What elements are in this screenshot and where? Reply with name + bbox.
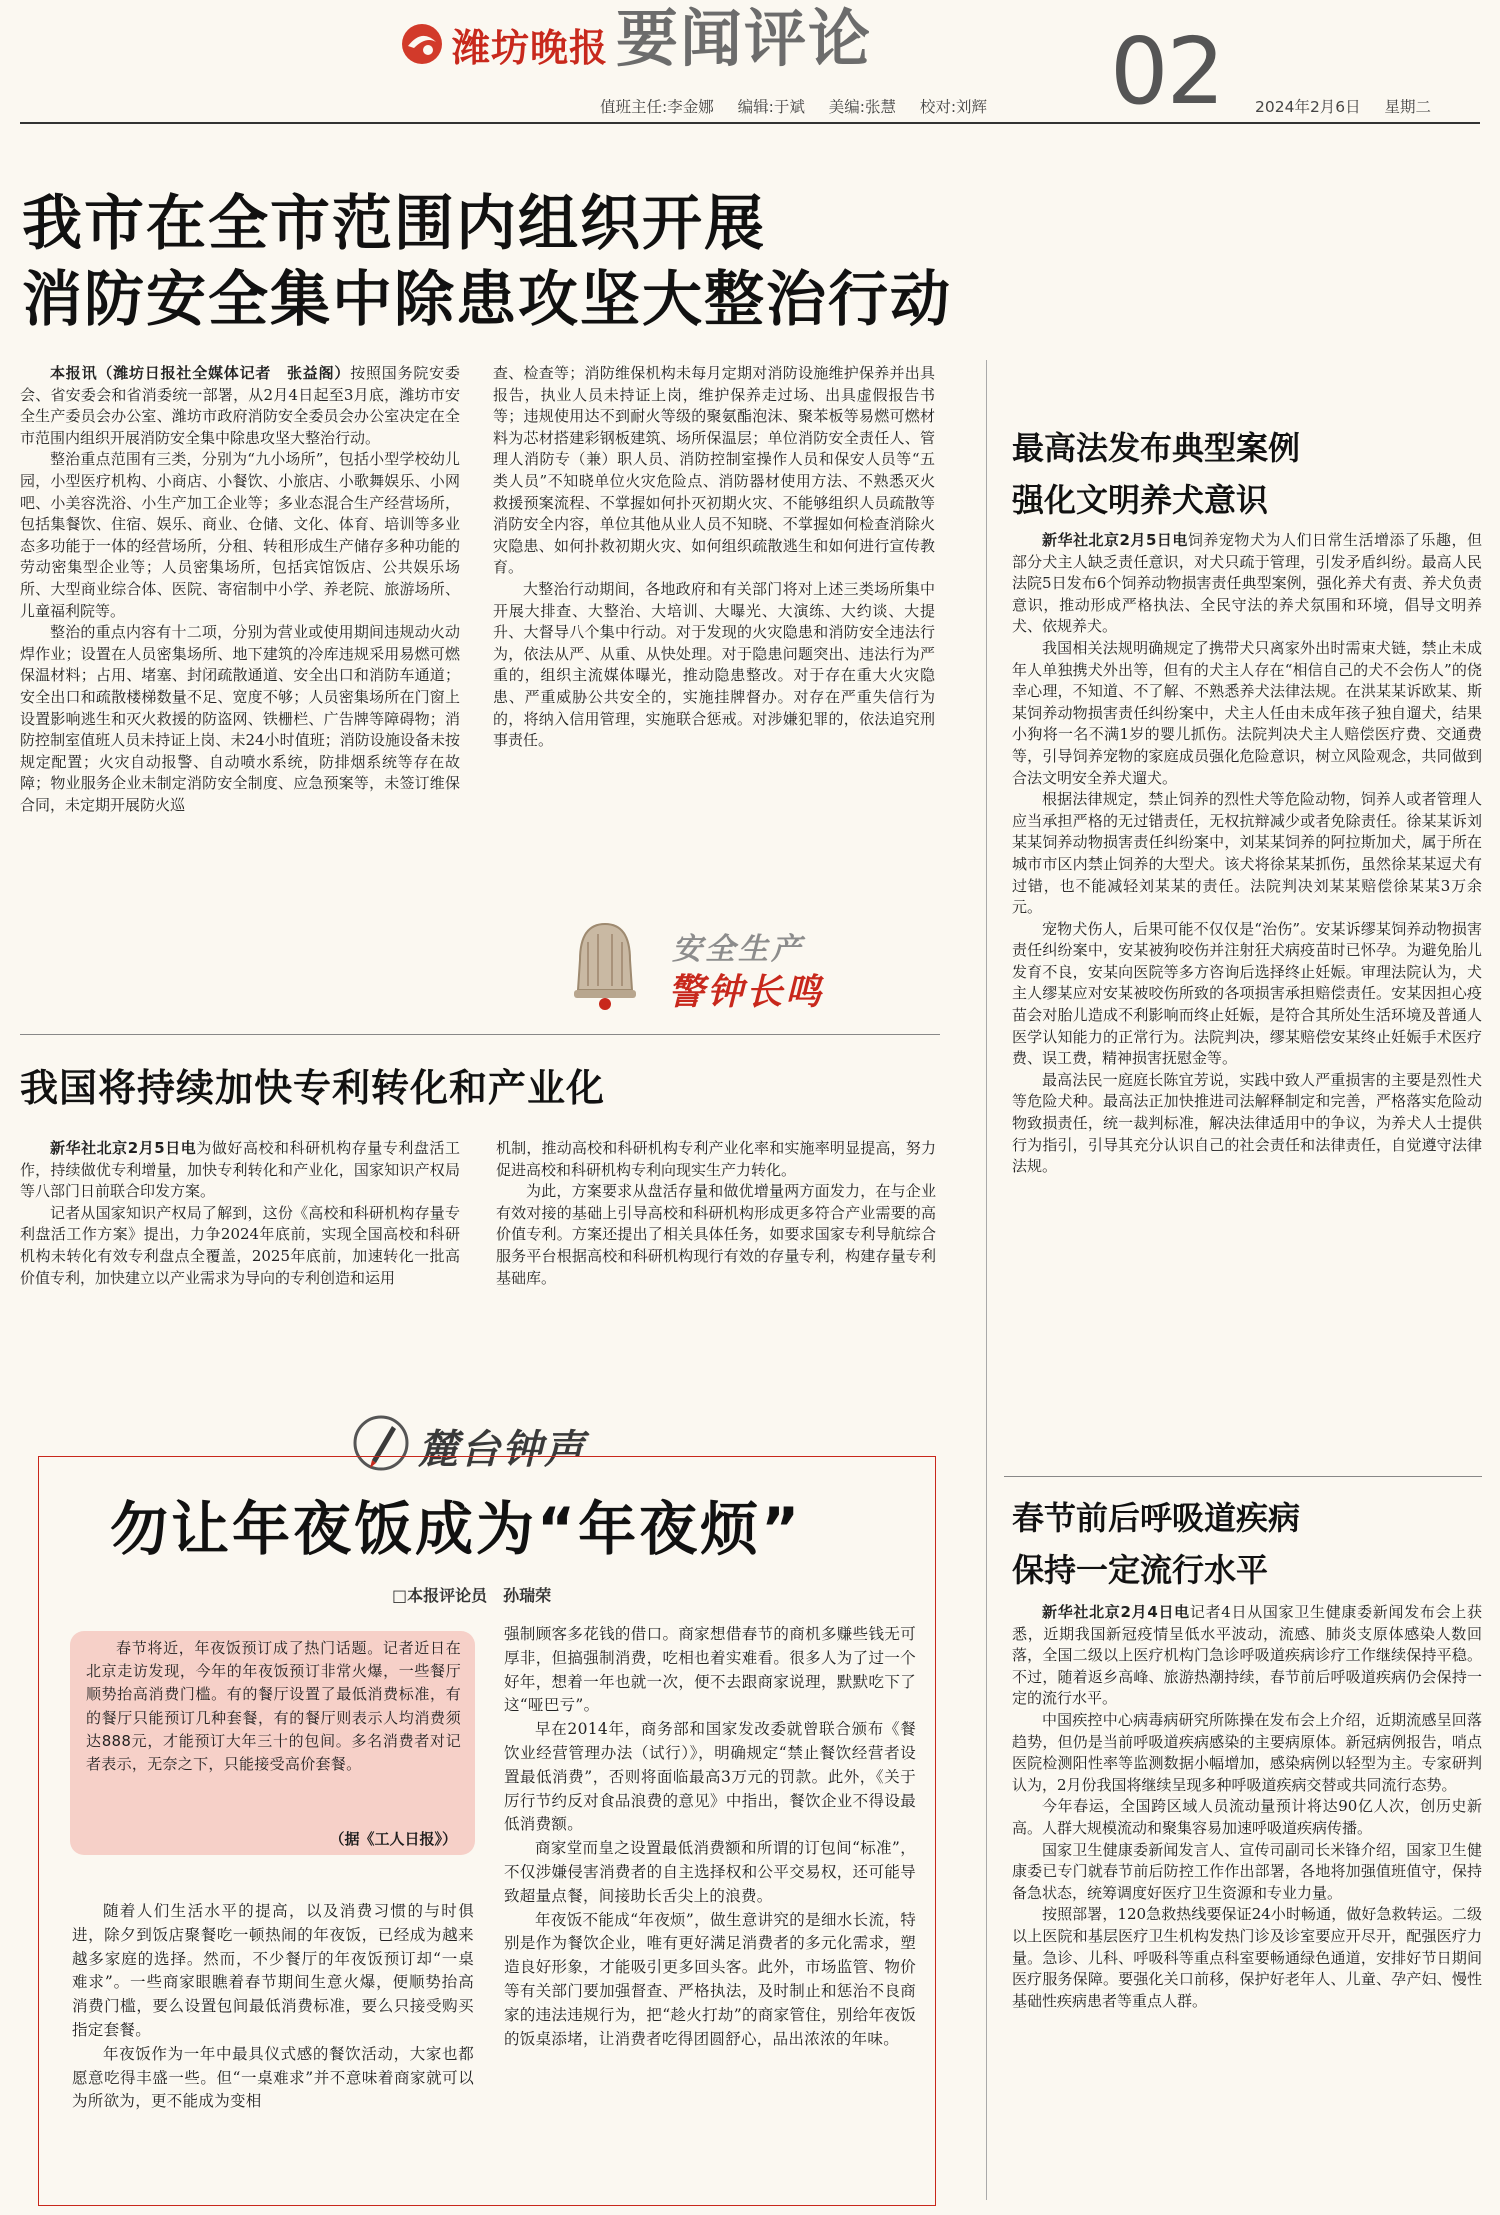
issue-date-line [1255,95,1431,117]
quote-box [70,1631,475,1855]
flu-paragraph-1: 记者4日从国家卫生健康委新闻发布会上获悉，近期我国新冠疫情呈低水平波动，流感、肺炎支原体感染人数回落，全国二级以上医疗机构门急诊呼吸道疾病诊疗工作继续保持平稳。不过，随着返乡高峰、旅游热潮持续，春节前后呼吸道疾病仍会保持一定的流行水平。 [1012,1603,1482,1708]
lead-bottom-rule [20,1034,940,1035]
masthead [0,0,1500,125]
commentary-col-2 [504,1623,916,2197]
flu-title-line1: 春节前后呼吸道疾病 [1012,1499,1301,1537]
dog-paragraph-4: 宠物犬伤人，后果可能不仅仅是“治伤”。安某诉缪某饲养动物损害责任纠纷案中，安某被狗咬伤并注射狂犬病疫苗时已怀孕。为避免胎儿发育不良，安某向医院等多方咨询后选择终止妊娠。审理法院认为，犬主人缪某应对安某被咬伤所致的各项损害承担赔偿责任。安某因担心疫苗会对胎儿造成不利影响而终止妊娠，是符合其所处生活环境及普通人医学认知能力的正常行为。法院判决，缪某赔偿安某终止妊娠手术医疗费、误工费，精神损害抚慰金等。 [1012,919,1482,1068]
patent-paragraph-2: 记者从国家知识产权局了解到，这份《高校和科研机构存量专利盘活工作方案》提出，力争2024年底前，实现全国高校和科研机构未转化有效专利盘点全覆盖，2025年底前，加速转化一批高价值专利，加快建立以产业需求为导向的专利创造和运用 [20,1203,460,1287]
lead-headline [22,186,1482,338]
lead-title-line2: 消防安全集中除患攻坚大整治行动 [22,265,952,335]
patent-paragraph-1: 为做好高校和科研机构存量专利盘活工作，持续做优专利增量，加快专利转化和产业化，国家知识产权局等八部门日前联合印发方案。 [20,1139,460,1201]
issue-weekday: 星期二 [1384,98,1432,116]
flu-paragraph-2: 中国疾控中心病毒病研究所陈操在发布会上介绍，近期流感呈回落趋势，但仍是当前呼吸道疾病感染的主要病原体。新冠病例报告，哨点医院检测阳性率等监测数据小幅增加，感染病例以轻型为主。专家研判认为，2月份我国将继续呈现多种呼吸道疾病交替或共同流行态势。 [1012,1710,1482,1794]
dog-bottom-rule [1004,1476,1482,1477]
quote-box-text [86,1637,461,1776]
lead-title-line1: 我市在全市范围内组织开展 [22,189,766,259]
patent-paragraph-4: 为此，方案要求从盘活存量和做优增量两方面发力，在与企业有效对接的基础上引导高校和科研机构形成更多符合产业需要的高价值专利。方案还提出了相关具体任务，如要求国家专利导航综合服务平台根据高校和科研机构现行有效的存量专利，构建存量专利基础库。 [496,1182,936,1287]
dog-title-line1: 最高法发布典型案例 [1012,429,1301,467]
lead-paragraph-2: 整治重点范围有三类，分别为“九小场所”，包括小型学校幼儿园，小型医疗机构、小商店、小餐饮、小旅店、小歌舞娱乐、小网吧、小美容洗浴、小生产加工企业等；多业态混合生产经营场所，包括集餐饮、住宿、娱乐、商业、仓储、文化、体育、培训等多业态多功能于一体的经营场所，分租、转租形成生产储存多种功能的劳动密集型企业等；人员密集场所，包括宾馆饭店、公共娱乐场所、大型商业综合体、医院、寄宿制中小学、养老院、旅游场所、儿童福利院等。 [20,450,460,620]
lead-byline: 本报讯（潍坊日报社全媒体记者 张益阁） [50,364,351,382]
commentary-paragraph-5: 商家堂而皇之设置最低消费额和所谓的订包间“标准”，不仅涉嫌侵害消费者的自主选择权和公平交易权，还可能导致超量点餐，间接助长舌尖上的浪费。 [504,1839,916,1905]
patent-byline: 新华社北京2月5日电 [50,1139,197,1157]
dog-title-line2: 强化文明养犬意识 [1012,481,1269,519]
flu-body [1012,1602,1482,2206]
commentary-column-name: 麓台钟声 [418,1426,586,1473]
paper-logo [398,18,618,70]
section-title: 要闻评论 [616,2,873,75]
dog-paragraph-3: 根据法律规定，禁止饲养的烈性犬等危险动物，饲养人或者管理人应当承担严格的无过错责任，无权抗辩减少或者免除责任。徐某某诉刘某某饲养动物损害责任纠纷案中，刘某某饲养的阿拉斯加犬，属于所在城市市区内禁止饲养的大型犬。该犬将徐某某抓伤，虽然徐某某逗犬有过错，也不能减轻刘某某的责任。法院判决刘某某赔偿徐某某3万余元。 [1012,790,1482,917]
flu-paragraph-4: 国家卫生健康委新闻发言人、宣传司副司长米锋介绍，国家卫生健康委已专门就春节前后防控工作作出部署，各地将加强值班值守，保持备急状态，统筹调度好医疗卫生资源和专业力量。 [1012,1840,1482,1902]
commentary-byline: □本报评论员 孙瑞荣 [392,1586,552,1605]
lead-col-2 [493,363,935,923]
commentary-col-1 [72,1900,474,2196]
commentary-paragraph-1: 随着人们生活水平的提高，以及消费习惯的与时俱进，除夕到饭店聚餐吃一顿热闹的年夜饭，已经成为越来越多家庭的选择。然而，不少餐厅的年夜饭预订却“一桌难求”。一些商家眼瞧着春节期间生意火爆，便顺势抬高消费门槛，要么设置包间最低消费标准，要么只接受购买指定套餐。 [72,1902,474,2039]
dog-headline [1012,422,1482,526]
staff-proof: 校对:刘辉 [919,98,988,116]
safety-slogan-logo [568,920,888,1012]
slogan-line2: 警钟长鸣 [668,972,825,1013]
paper-logo-icon [398,20,446,68]
staff-editor: 编辑:于斌 [737,98,805,116]
lead-paragraph-4: 查、检查等；消防维保机构未每月定期对消防设施维护保养并出具报告，执业人员未持证上岗，维护保养走过场、出具虚假报告书等；违规使用达不到耐火等级的聚氨酯泡沫、聚苯板等易燃可燃材料为芯材搭建彩钢板建筑、场所保温层；单位消防安全责任人、管理人消防专（兼）职人员、消防控制室操作人员和保安人员等“五类人员”不知晓单位火灾危险点、消防器材使用方法、不熟悉灭火救援预案流程、不掌握如何扑灭初期火灾、不能够组织人员疏散等消防安全内容，单位其他从业人员不知晓、不掌握如何检查消除火灾隐患、如何扑救初期火灾、如何组织疏散逃生和如何进行宣传教育。 [493,364,935,577]
staff-designer: 美编:张慧 [828,98,896,116]
right-column-rule [986,360,987,2200]
dog-paragraph-2: 我国相关法规明确规定了携带犬只离家外出时需束犬链，禁止未成年人单独携犬外出等，但有的犬主人存在“相信自己的犬不会伤人”的侥幸心理，不知道、不了解、不熟悉养犬法律法规。在洪某某诉欧某、斯某饲养动物损害责任纠纷案中，犬主人任由未成年孩子独自遛犬，结果小狗将一名不满1岁的婴儿抓伤。法院判决犬主人赔偿医疗费、交通费等，引导饲养宠物的家庭成员强化危险意识，树立风险观念，共同做到合法文明安全养犬遛犬。 [1012,638,1482,787]
commentary-paragraph-6: 年夜饭不能成“年夜烦”，做生意讲究的是细水长流，特别是作为餐饮企业，唯有更好满足消费者的多元化需求，塑造良好形象，才能吸引更多回头客。此外，市场监管、物价等有关部门要加强督查、严格执法，及时制止和惩治不良商家的违法违规行为，把“趁火打劫”的商家管住，别给年夜饭的饭桌添堵，让消费者吃得团圆舒心，品出浓浓的年味。 [504,1910,916,2048]
quote-source: （据《工人日报》） [329,1830,457,1848]
patent-title: 我国将持续加快专利转化和产业化 [20,1066,606,1110]
flu-headline [1012,1492,1482,1596]
commentary-paragraph-2: 年夜饭作为一年中最具仪式感的餐饮活动，大家也都愿意吃得丰盛一些。但“一桌难求”并不意味着商家就可以为所欲为，更不能成为变相 [72,2044,474,2111]
lead-paragraph-3: 整治的重点内容有十二项，分别为营业或使用期间违规动火动焊作业；设置在人员密集场所、地下建筑的冷库违规采用易燃可燃保温材料；占用、堵塞、封闭疏散通道、安全出口和消防车通道；安全出口和疏散楼梯数量不足、宽度不够；人员密集场所在门窗上设置影响逃生和灭火救援的防盗网、铁栅栏、广告牌等障碍物；消防控制室值班人员未持证上岗、未24小时值班；消防设施设备未按规定配置；火灾自动报警、自动喷水系统，防排烟系统等存在故障；物业服务企业未制定消防安全制度、应急预案等，未签订维保合同，未定期开展防火巡 [20,623,460,814]
staff-chief: 值班主任:李金娜 [600,98,714,116]
staff-line [600,95,987,117]
commentary-title: 勿让年夜饭成为“年夜烦” [110,1495,803,1563]
commentary-paragraph-4: 早在2014年，商务部和国家发改委就曾联合颁布《餐饮业经营管理办法（试行）》，明确规定“禁止餐饮经营者设置最低消费”，否则将面临最高3万元的罚款。此外，《关于厉行节约反对食品浪费的意见》中指出，餐饮企业不得设最低消费额。 [504,1720,916,1834]
dog-paragraph-1: 饲养宠物犬为人们日常生活增添了乐趣，但部分犬主人缺乏责任意识，对犬只疏于管理，引发矛盾纠纷。最高人民法院5日发布6个饲养动物损害责任典型案例，强化养犬有责、养犬负责意识，推动形成严格执法、全民守法的养犬氛围和环境，倡导文明养犬、依规养犬。 [1012,531,1482,636]
patent-paragraph-3: 机制，推动高校和科研机构专利产业化率和实施率明显提高，努力促进高校和科研机构专利向现实生产力转化。 [496,1139,936,1179]
lead-col-1 [20,363,460,1023]
issue-date: 2024年2月6日 [1255,98,1361,116]
dog-body [1012,530,1482,1466]
flu-title-line2: 保持一定流行水平 [1012,1551,1269,1589]
paper-name: 潍坊晚报 [452,25,609,70]
dog-byline: 新华社北京2月5日电 [1042,531,1188,549]
lead-paragraph-5: 大整治行动期间，各地政府和有关部门将对上述三类场所集中开展大排查、大整治、大培训、大曝光、大演练、大约谈、大提升、大督导八个集中行动。对于发现的火灾隐患和消防安全违法行为，依法从严、从重、从快处理。对于隐患问题突出、违法行为严重的，组织主流媒体曝光，推动隐患整改。对于存在重大火灾隐患、严重威胁公共安全的，实施挂牌督办。对存在严重失信行为的，将纳入信用管理，实施联合惩戒。对涉嫌犯罪的，依法追究刑事责任。 [493,579,935,750]
quote-text: 春节将近，年夜饭预订成了热门话题。记者近日在北京走访发现，今年的年夜饭预订非常火爆，一些餐厅顺势抬高消费门槛。有的餐厅设置了最低消费标准，有的餐厅只能预订几种套餐，有的餐厅则表示人均消费须达888元，才能预订大年三十的包间。多名消费者对记者表示，无奈之下，只能接受高价套餐。 [86,1639,461,1774]
bell-icon [568,920,642,1012]
flu-byline: 新华社北京2月4日电 [1042,1603,1190,1621]
flu-paragraph-5: 按照部署，120急救热线要保证24小时畅通，做好急救转运。二级以上医院和基层医疗卫生机构发热门诊及诊室要应开尽开，配强医疗力量。急诊、儿科、呼吸科等重点科室要畅通绿色通道，安排好节日期间医疗服务保障。要强化关口前移，保护好老年人、儿童、孕产妇、慢性基础性疾病患者等重点人群。 [1012,1905,1482,2010]
commentary-paragraph-3: 强制顾客多花钱的借口。商家想借春节的商机多赚些钱无可厚非，但搞强制消费，吃相也着实难看。很多人为了过一个好年，想着一年也就一次，便不去跟商家说理，默默吃下了这“哑巴亏”。 [504,1625,916,1715]
flu-paragraph-3: 今年春运，全国跨区域人员流动量预计将达90亿人次，创历史新高。人群大规模流动和聚集容易加速呼吸道疾病传播。 [1012,1797,1482,1837]
page-number: 02 [1110,18,1224,125]
dog-paragraph-5: 最高法民一庭庭长陈宜芳说，实践中致人严重损害的主要是烈性犬等危险犬种。最高法正加快推进司法解释制定和完善，严格落实危险动物致损责任，统一裁判标准，解决法律适用中的争议，为养犬人士提供行为指引，引导其充分认识自己的社会责任和法律责任，自觉遵守法律法规。 [1012,1070,1482,1176]
lead-paragraph-1: 按照国务院安委会、省安委会和省消委统一部署，从2月4日起至3月底，潍坊市安全生产委员会办公室、潍坊市政府消防安全委员会办公室决定在全市范围内组织开展消防安全集中除患攻坚大整治行动。 [20,364,460,447]
masthead-rule [20,122,1480,124]
slogan-line1: 安全生产 [672,932,804,967]
